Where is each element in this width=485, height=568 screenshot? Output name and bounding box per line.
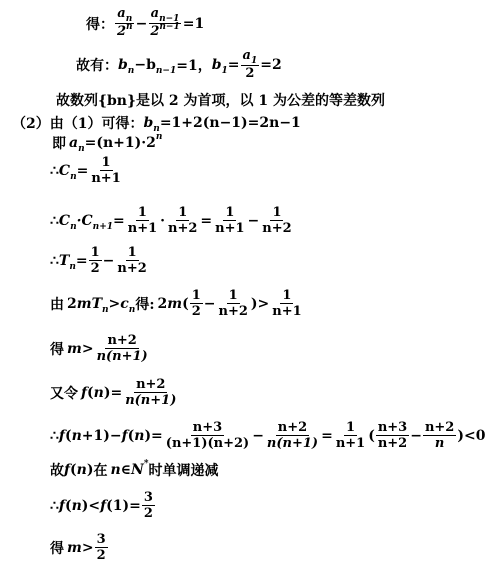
line-monotonic: 故 f ( n ) 在 n ∈ N * 时单调递减	[50, 459, 219, 479]
line-an-formula: 即 $a_n$ =(n+1)·2 n	[52, 132, 163, 154]
fraction-1-over-n1: $\frac{1}{n+1}$	[91, 155, 121, 186]
line-inequality-setup: 由 2 $mT_n$ > $c_n$ 得: 2 m ( 1 2 − $\frac{1}{n+2}$ )> 1 n+1	[50, 288, 302, 319]
line-cn-product: ∴ $C_n\cdot C_{n+1}$ = $\frac{1}{n+1}$ · $\frac{1}{n+2}$ = $\frac{1}{n+1}$ − $\frac{1}{n+2}$	[50, 205, 292, 236]
line-f-max: ∴ f ( n )< f (1)= $\frac{3}{2}$	[50, 490, 153, 521]
line-final-answer: 得 m > 3 2	[50, 532, 106, 563]
line-result-ratio: 得： $a_n$ 2$^n$ − $\frac{a_{n-1}}{2^{n-1}}$ =1	[86, 6, 205, 39]
line-define-f: 又令 f ( n )= $\frac{n+2}{n(n+1)}$	[50, 377, 177, 408]
line-sequence-conclusion: 故数列{bn}是以 2 为首项，以 1 为公差的等差数列	[56, 93, 385, 109]
label-gu-you: 故有：	[76, 57, 118, 74]
line-cn-formula: ∴ $C_n$ = $\frac{1}{n+1}$	[50, 155, 121, 186]
line-bn-difference: 故有： $b_n$ −b $_{n-1}$ =1， $b_1$ = $\frac{a_1}{2}$ =2	[76, 48, 282, 81]
line-m-bound: 得 m > n+2 n(n+1)	[50, 333, 148, 364]
label-de: 得：	[86, 16, 114, 33]
fraction-an1-over-2n1: $\frac{a_{n-1}}{2^{n-1}}$	[150, 6, 180, 39]
line-part-2: （2）由（1）可得： $b_n$ =1+2(n−1)=2n−1	[12, 115, 301, 134]
line-f-difference: ∴ f ( n +1)− f ( n )= $\frac{n+3}{(n+1)(n+2)}$ − $\frac{n+2}{n(n+1)}$ = $\frac{1}{n+1}$ ( n+3 n+2 − $\frac{n+2}{n}$ )<0	[50, 420, 485, 451]
line-tn-formula: ∴ $T_n$ = $\frac{1}{2}$ − $\frac{1}{n+2}$	[50, 245, 147, 276]
fraction-a1-over-2: $\frac{a_1}{2}$	[242, 48, 258, 81]
fraction-an-over-2n: $a_n$ 2$^n$	[117, 6, 133, 39]
